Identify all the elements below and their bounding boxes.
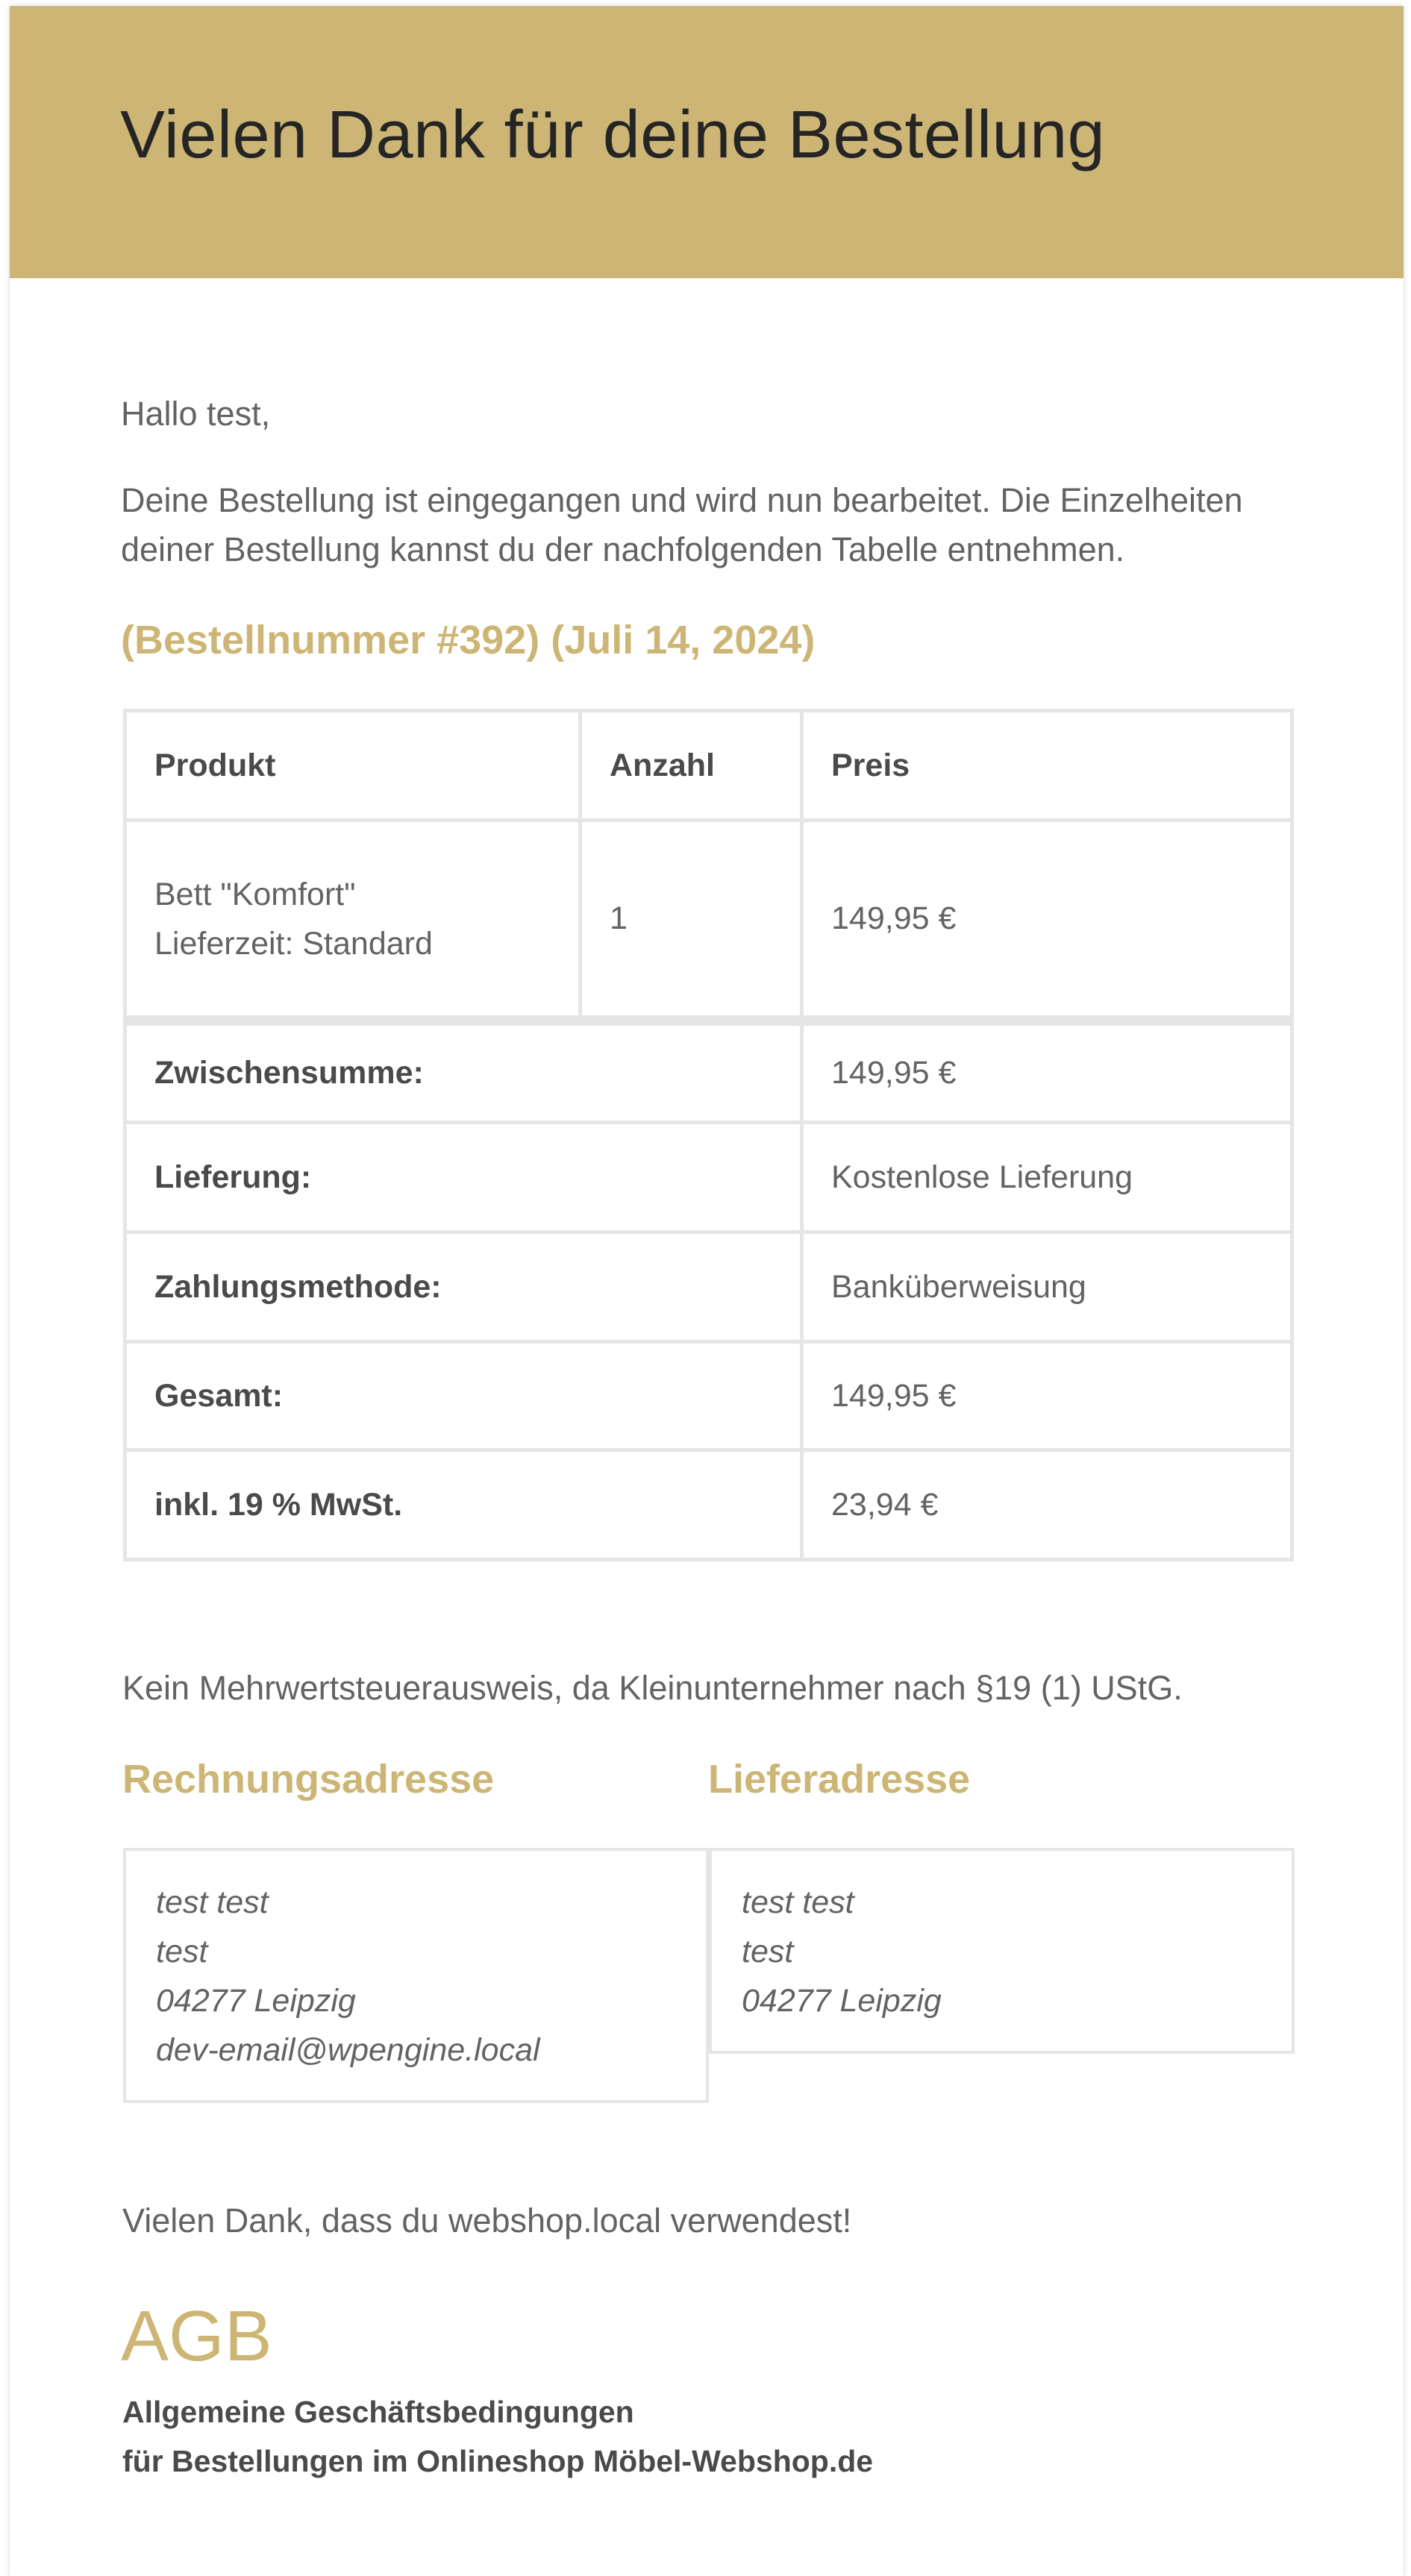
shipping-label: Lieferung: [127,1124,804,1230]
agb-line-2: für Bestellungen im Onlineshop Möbel-Webshop.de [122,2444,874,2478]
table-row-tax [127,1452,1290,1558]
table-row-subtotal [127,1015,1290,1124]
intro-text [121,476,1243,574]
tax-label: inkl. 19 % MwSt. [127,1452,804,1558]
shipping-street: test [742,1934,794,1969]
total-label: Gesamt: [127,1344,804,1448]
greeting: Hallo test, [121,395,271,433]
payment-method-value: Banküberweisung [831,1268,1086,1305]
table-row-item [127,822,1290,1019]
table-row-total [127,1344,1290,1452]
billing-address [123,1848,709,2103]
shipping-city: 04277 Leipzig [742,1983,942,2019]
tax-value: 23,94 € [831,1486,939,1523]
email-header [10,6,1404,278]
intro-line-1: Deine Bestellung ist eingegangen und wird nun bearbeitet. Die Einzelheiten [121,481,1243,519]
item-product-cell [127,822,582,1015]
table-row-shipping [127,1124,1290,1234]
shipping-address [709,1848,1295,2054]
thanks-message: Vielen Dank, dass du webshop.local verwendest! [122,2201,852,2240]
tax-note: Kein Mehrwertsteuerausweis, da Kleinunternehmer nach §19 (1) UStG. [122,1669,1183,1707]
item-meta: Lieferzeit: Standard [154,925,433,962]
column-header-price: Preis [831,747,910,783]
billing-city: 04277 Leipzig [156,1983,356,2019]
table-row-payment [127,1234,1290,1344]
billing-street: test [156,1934,208,1969]
subtotal-label: Zwischensumme: [127,1026,804,1121]
agb-subtitle [122,2387,873,2486]
shipping-name: test test [742,1884,854,1920]
payment-method-label: Zahlungsmethode: [127,1234,804,1340]
column-header-product: Produkt [127,712,582,818]
table-header-row [127,712,1290,822]
billing-email: dev-email@wpengine.local [156,2032,540,2068]
item-quantity: 1 [582,822,804,1015]
billing-heading: Rechnungsadresse [122,1757,495,1802]
total-value: 149,95 € [831,1377,957,1414]
header-title: Vielen Dank für deine Bestellung [120,98,1106,172]
subtotal-value: 149,95 € [831,1055,957,1091]
shipping-value: Kostenlose Lieferung [831,1159,1133,1195]
item-price: 149,95 € [831,900,957,936]
intro-line-2: deiner Bestellung kannst du der nachfolgenden Tabelle entnehmen. [121,530,1125,568]
order-table [123,709,1294,1561]
shipping-heading: Lieferadresse [708,1757,971,1802]
agb-title: AGB [121,2296,272,2376]
order-heading: (Bestellnummer #392) (Juli 14, 2024) [121,618,816,662]
item-name: Bett "Komfort" [154,876,356,912]
column-header-quantity: Anzahl [582,712,804,818]
billing-name: test test [156,1884,269,1920]
agb-line-1: Allgemeine Geschäftsbedingungen [122,2395,634,2429]
